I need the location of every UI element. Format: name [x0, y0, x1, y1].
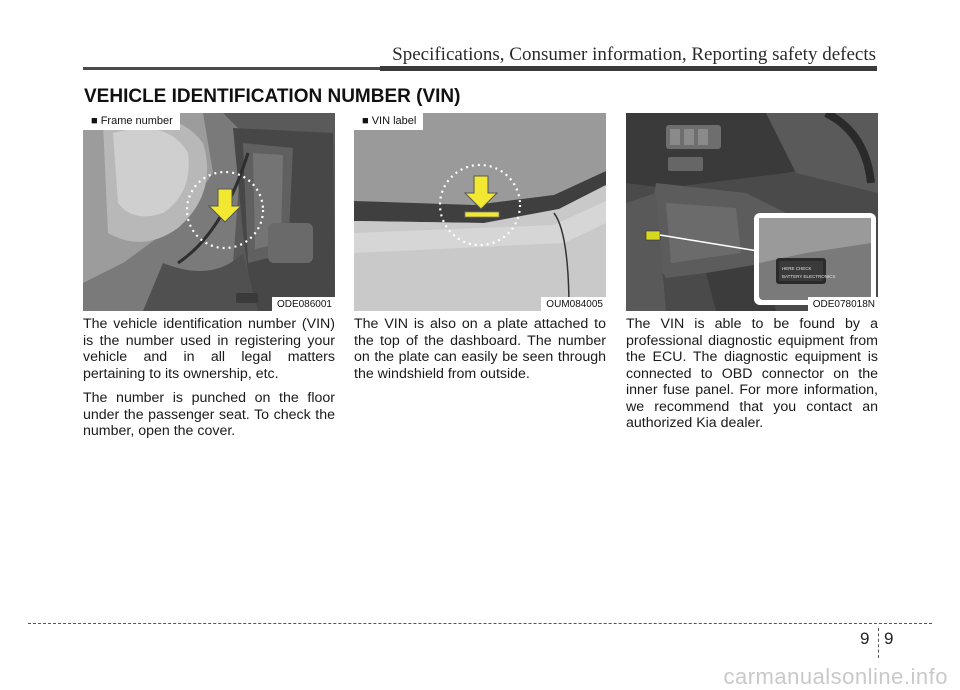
figure-obd-connector: [626, 113, 878, 311]
figure-frame-number: [83, 113, 335, 311]
footer-rule: [28, 623, 932, 624]
figure-code: ODE086001: [272, 297, 335, 311]
paragraph: The number is punched on the floor under the passenger seat. To check the number, open the cover.: [83, 390, 335, 439]
paragraph: The VIN is able to be found by a professional diagnostic equipment from the ECU. The diagnostic equipment is connected to OBD connector on the inner fuse panel. For more information, we recommend that you contact an authorized Kia dealer.: [626, 316, 878, 431]
running-header: Specifications, Consumer information, Reporting safety defects: [392, 44, 876, 65]
figure-code: OUM084005: [541, 297, 606, 311]
paragraph: The VIN is also on a plate attached to the top of the dashboard. The number on the plate can easily be seen through the windshield from outside.: [354, 316, 606, 382]
obd-connector-illustration: [626, 113, 878, 311]
column-frame-number: [83, 316, 335, 448]
figure-code: ODE078018N: [808, 297, 878, 311]
paragraph: The vehicle identification number (VIN) is the number used in registering your vehicle and in all legal matters pertaining to its ownership, etc.: [83, 316, 335, 382]
header-rule-accent: [380, 66, 877, 71]
connector-pin-text-top: HERE CHECK: [782, 266, 812, 271]
column-obd: [626, 316, 878, 440]
figure-vin-label: [354, 113, 606, 311]
connector-pin-text-bottom: BATTERY ELECTRONICS: [782, 274, 836, 279]
section-title: VEHICLE IDENTIFICATION NUMBER (VIN): [84, 86, 461, 107]
page-number: 9: [884, 629, 894, 648]
chapter-number: 9: [860, 629, 870, 648]
column-vin-label: [354, 316, 606, 390]
frame-number-illustration: [83, 113, 335, 311]
figure-label: ■ Frame number: [83, 113, 180, 130]
figure-label: ■ VIN label: [354, 113, 423, 130]
watermark: carmanualsonline.info: [723, 664, 948, 689]
page-number-divider: [878, 628, 879, 658]
vin-label-illustration: [354, 113, 606, 311]
